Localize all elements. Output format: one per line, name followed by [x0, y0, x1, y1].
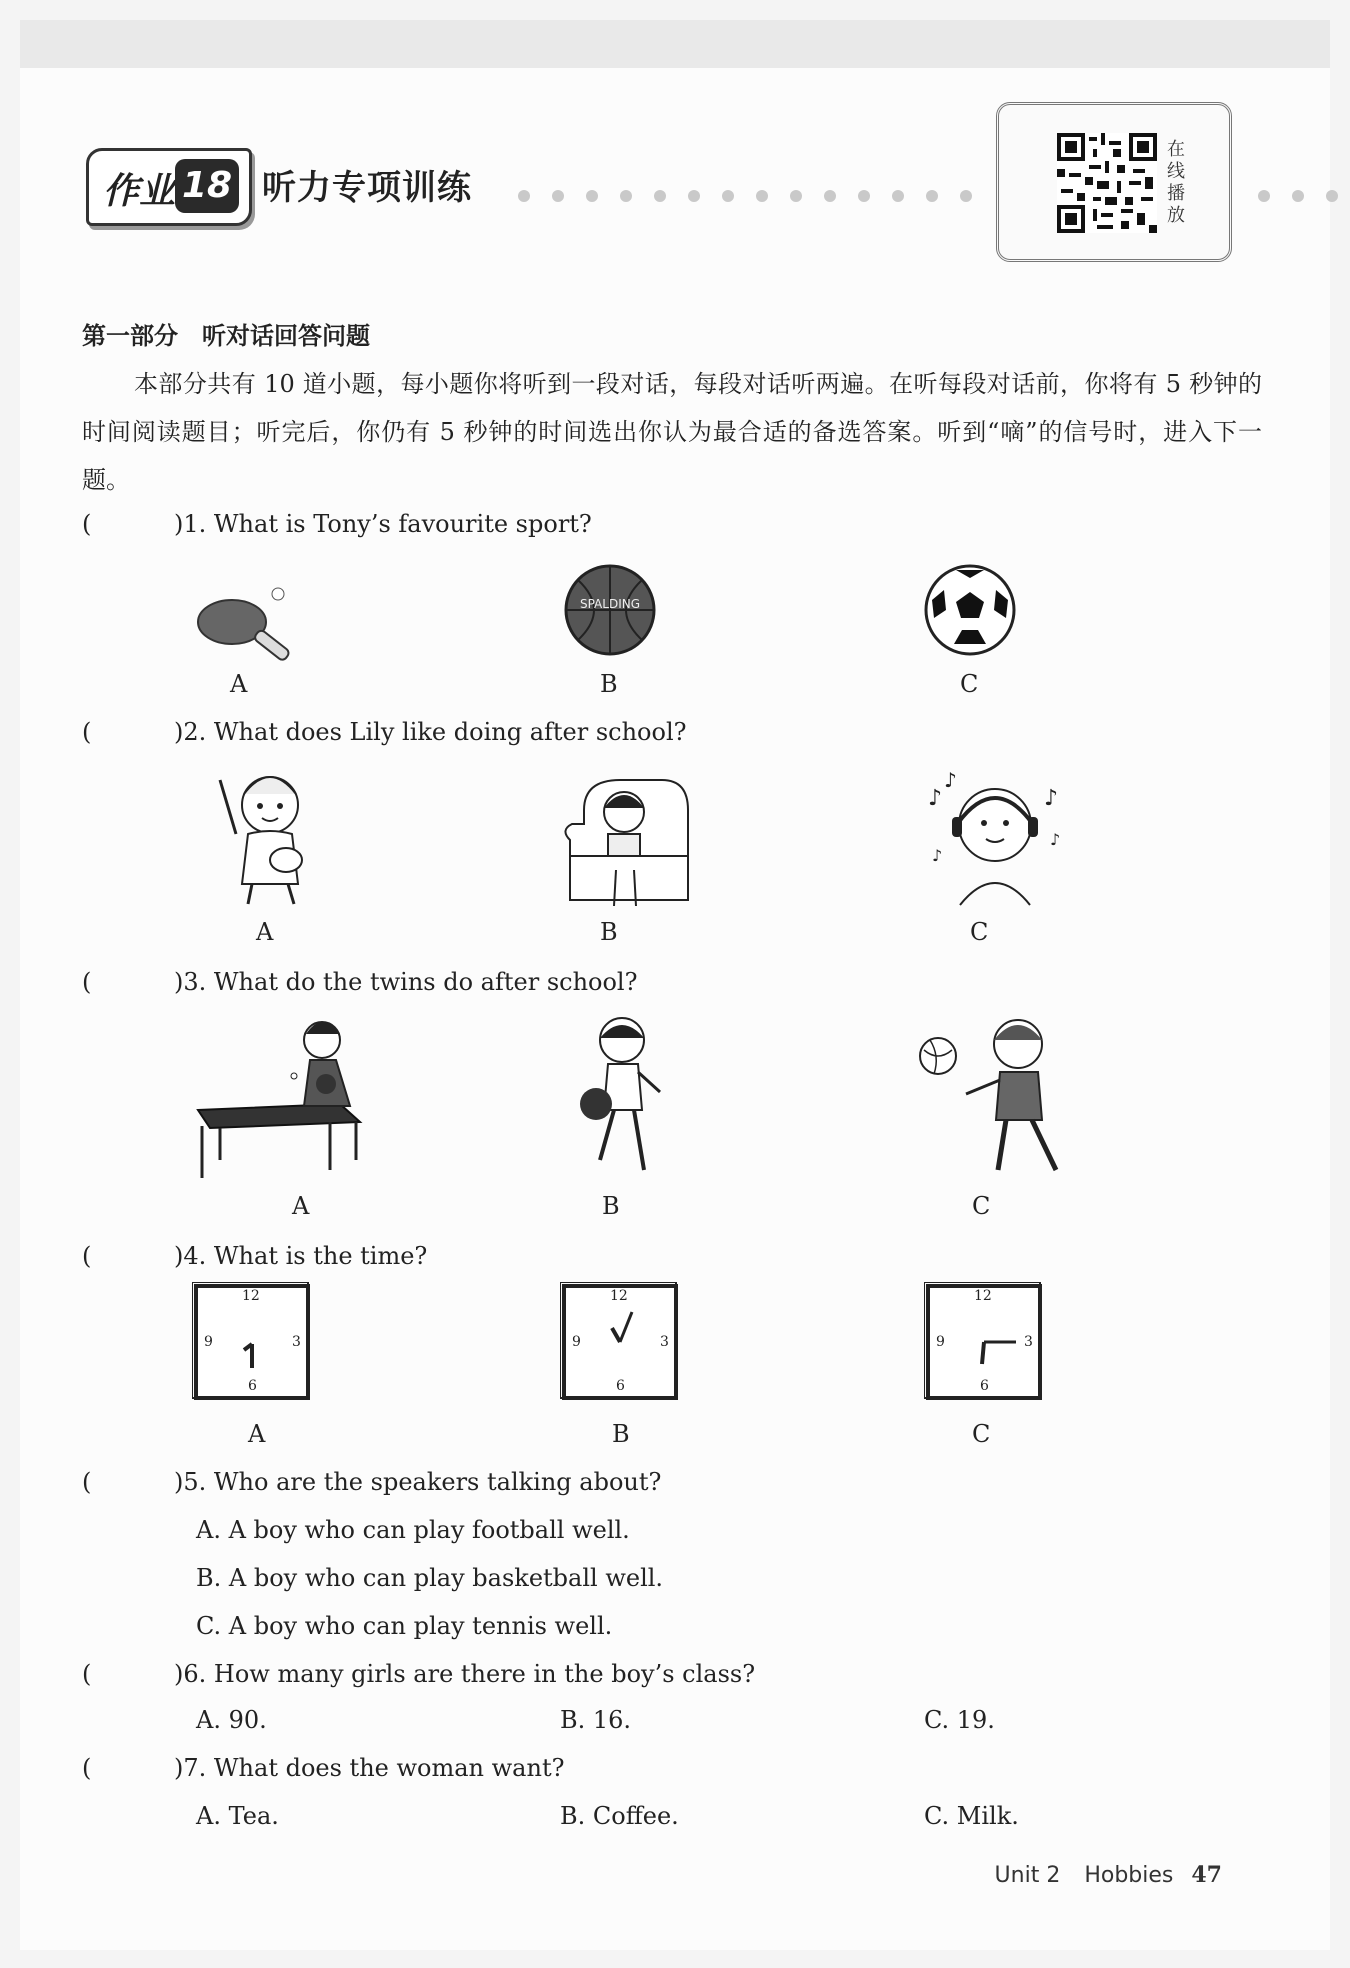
clock-number: 6 [616, 1378, 625, 1394]
choice-a[interactable]: A. 90. [196, 1706, 267, 1734]
question-text: )5. Who are the speakers talking about? [174, 1468, 662, 1496]
choice-c[interactable]: C. 19. [924, 1706, 995, 1734]
question-text: )6. How many girls are there in the boy’s class? [174, 1660, 756, 1688]
badge-text: 作业 [103, 171, 176, 212]
clock-number: 9 [204, 1334, 213, 1350]
footer-topic: Hobbies [1084, 1863, 1174, 1888]
svg-text:♪: ♪ [1050, 830, 1061, 849]
option-label: B [600, 670, 618, 698]
soccer-ball-icon [920, 560, 1020, 660]
clock-number: 12 [974, 1288, 992, 1304]
girl-playing-basketball-icon [560, 1010, 680, 1180]
answer-blank[interactable]: ( [82, 1468, 92, 1496]
ping-pong-paddle-icon [190, 580, 300, 670]
badge-number: 18 [175, 159, 239, 213]
workbook-page [20, 20, 1330, 1950]
choice-c[interactable]: C. Milk. [924, 1802, 1019, 1830]
question-2 [82, 718, 687, 746]
qr-code-icon[interactable] [1057, 133, 1157, 233]
question-text: )7. What does the woman want? [174, 1754, 565, 1782]
question-6 [82, 1660, 755, 1688]
clock-a [192, 1282, 314, 1408]
answer-blank[interactable]: ( [82, 718, 92, 746]
option-label: C [972, 1192, 991, 1220]
section-part: 第一部分 [82, 322, 178, 350]
option-label: A [256, 918, 274, 946]
clock-number: 6 [980, 1378, 989, 1394]
answer-blank[interactable]: ( [82, 1660, 92, 1688]
choice-b[interactable]: B. Coffee. [560, 1802, 679, 1830]
footer-unit: Unit 2 [994, 1863, 1061, 1888]
answer-blank[interactable]: ( [82, 1242, 92, 1270]
svg-text:♪: ♪ [944, 768, 957, 792]
choice-b[interactable]: B. A boy who can play basketball well. [196, 1564, 664, 1592]
clock-number: 3 [292, 1334, 301, 1350]
answer-blank[interactable]: ( [82, 968, 92, 996]
svg-text:♪: ♪ [932, 846, 943, 865]
question-7 [82, 1754, 564, 1782]
clock-number: 12 [610, 1288, 628, 1304]
choice-a[interactable]: A. Tea. [196, 1802, 279, 1830]
svg-text:♪: ♪ [928, 786, 943, 811]
svg-text:♪: ♪ [1044, 786, 1059, 811]
page-title: 听力专项训练 [262, 168, 472, 208]
choice-c[interactable]: C. A boy who can play tennis well. [196, 1612, 613, 1640]
page-number: 47 [1191, 1862, 1222, 1888]
option-label: A [292, 1192, 310, 1220]
question-1 [82, 510, 592, 538]
option-label: B [600, 918, 618, 946]
option-label: C [960, 670, 979, 698]
option-label: A [230, 670, 248, 698]
clock-number: 12 [242, 1288, 260, 1304]
page-footer [995, 1862, 1222, 1888]
svg-text:SPALDING: SPALDING [579, 597, 641, 611]
basketball-icon [560, 560, 660, 660]
boy-playing-volleyball-icon [910, 1010, 1080, 1190]
choice-b[interactable]: B. 16. [560, 1706, 632, 1734]
girl-listening-to-music-icon [920, 765, 1070, 910]
girl-painting-icon [200, 760, 340, 910]
homework-badge [86, 148, 252, 226]
clock-number: 3 [1024, 1334, 1033, 1350]
clock-c [924, 1282, 1046, 1408]
girl-playing-table-tennis-icon [190, 1010, 390, 1190]
option-label: C [970, 918, 989, 946]
girl-reading-in-armchair-icon [550, 770, 700, 915]
answer-blank[interactable]: ( [82, 510, 92, 538]
online-play-label: 在线播放 [1167, 139, 1185, 226]
option-label: C [972, 1420, 991, 1448]
option-label: B [612, 1420, 630, 1448]
option-label: B [602, 1192, 620, 1220]
section-instructions: 本部分共有 10 道小题，每小题你将听到一段对话，每段对话听两遍。在听每段对话前，你将有 5 秒钟的时间阅读题目；听完后，你仍有 5 秒钟的时间选出你认为最合适的备选答案。听到“嘀”的信号时，进入下一题。 [82, 370, 1262, 494]
answer-blank[interactable]: ( [82, 1754, 92, 1782]
question-text: )3. What do the twins do after school? [174, 968, 638, 996]
choice-a[interactable]: A. A boy who can play football well. [196, 1516, 630, 1544]
scan-top-band [20, 20, 1330, 68]
question-3 [82, 968, 637, 996]
qr-code-box[interactable] [996, 102, 1232, 262]
clock-number: 9 [936, 1334, 945, 1350]
question-4 [82, 1242, 427, 1270]
clock-number: 6 [248, 1378, 257, 1394]
question-text: )1. What is Tony’s favourite sport? [174, 510, 592, 538]
section-heading [82, 316, 394, 351]
question-5 [82, 1468, 661, 1496]
section-title: 听对话回答问题 [202, 322, 370, 350]
clock-number: 9 [572, 1334, 581, 1350]
question-text: )4. What is the time? [174, 1242, 428, 1270]
clock-number: 3 [660, 1334, 669, 1350]
question-text: )2. What does Lily like doing after school? [174, 718, 687, 746]
option-label: A [248, 1420, 266, 1448]
clock-b [560, 1282, 682, 1408]
